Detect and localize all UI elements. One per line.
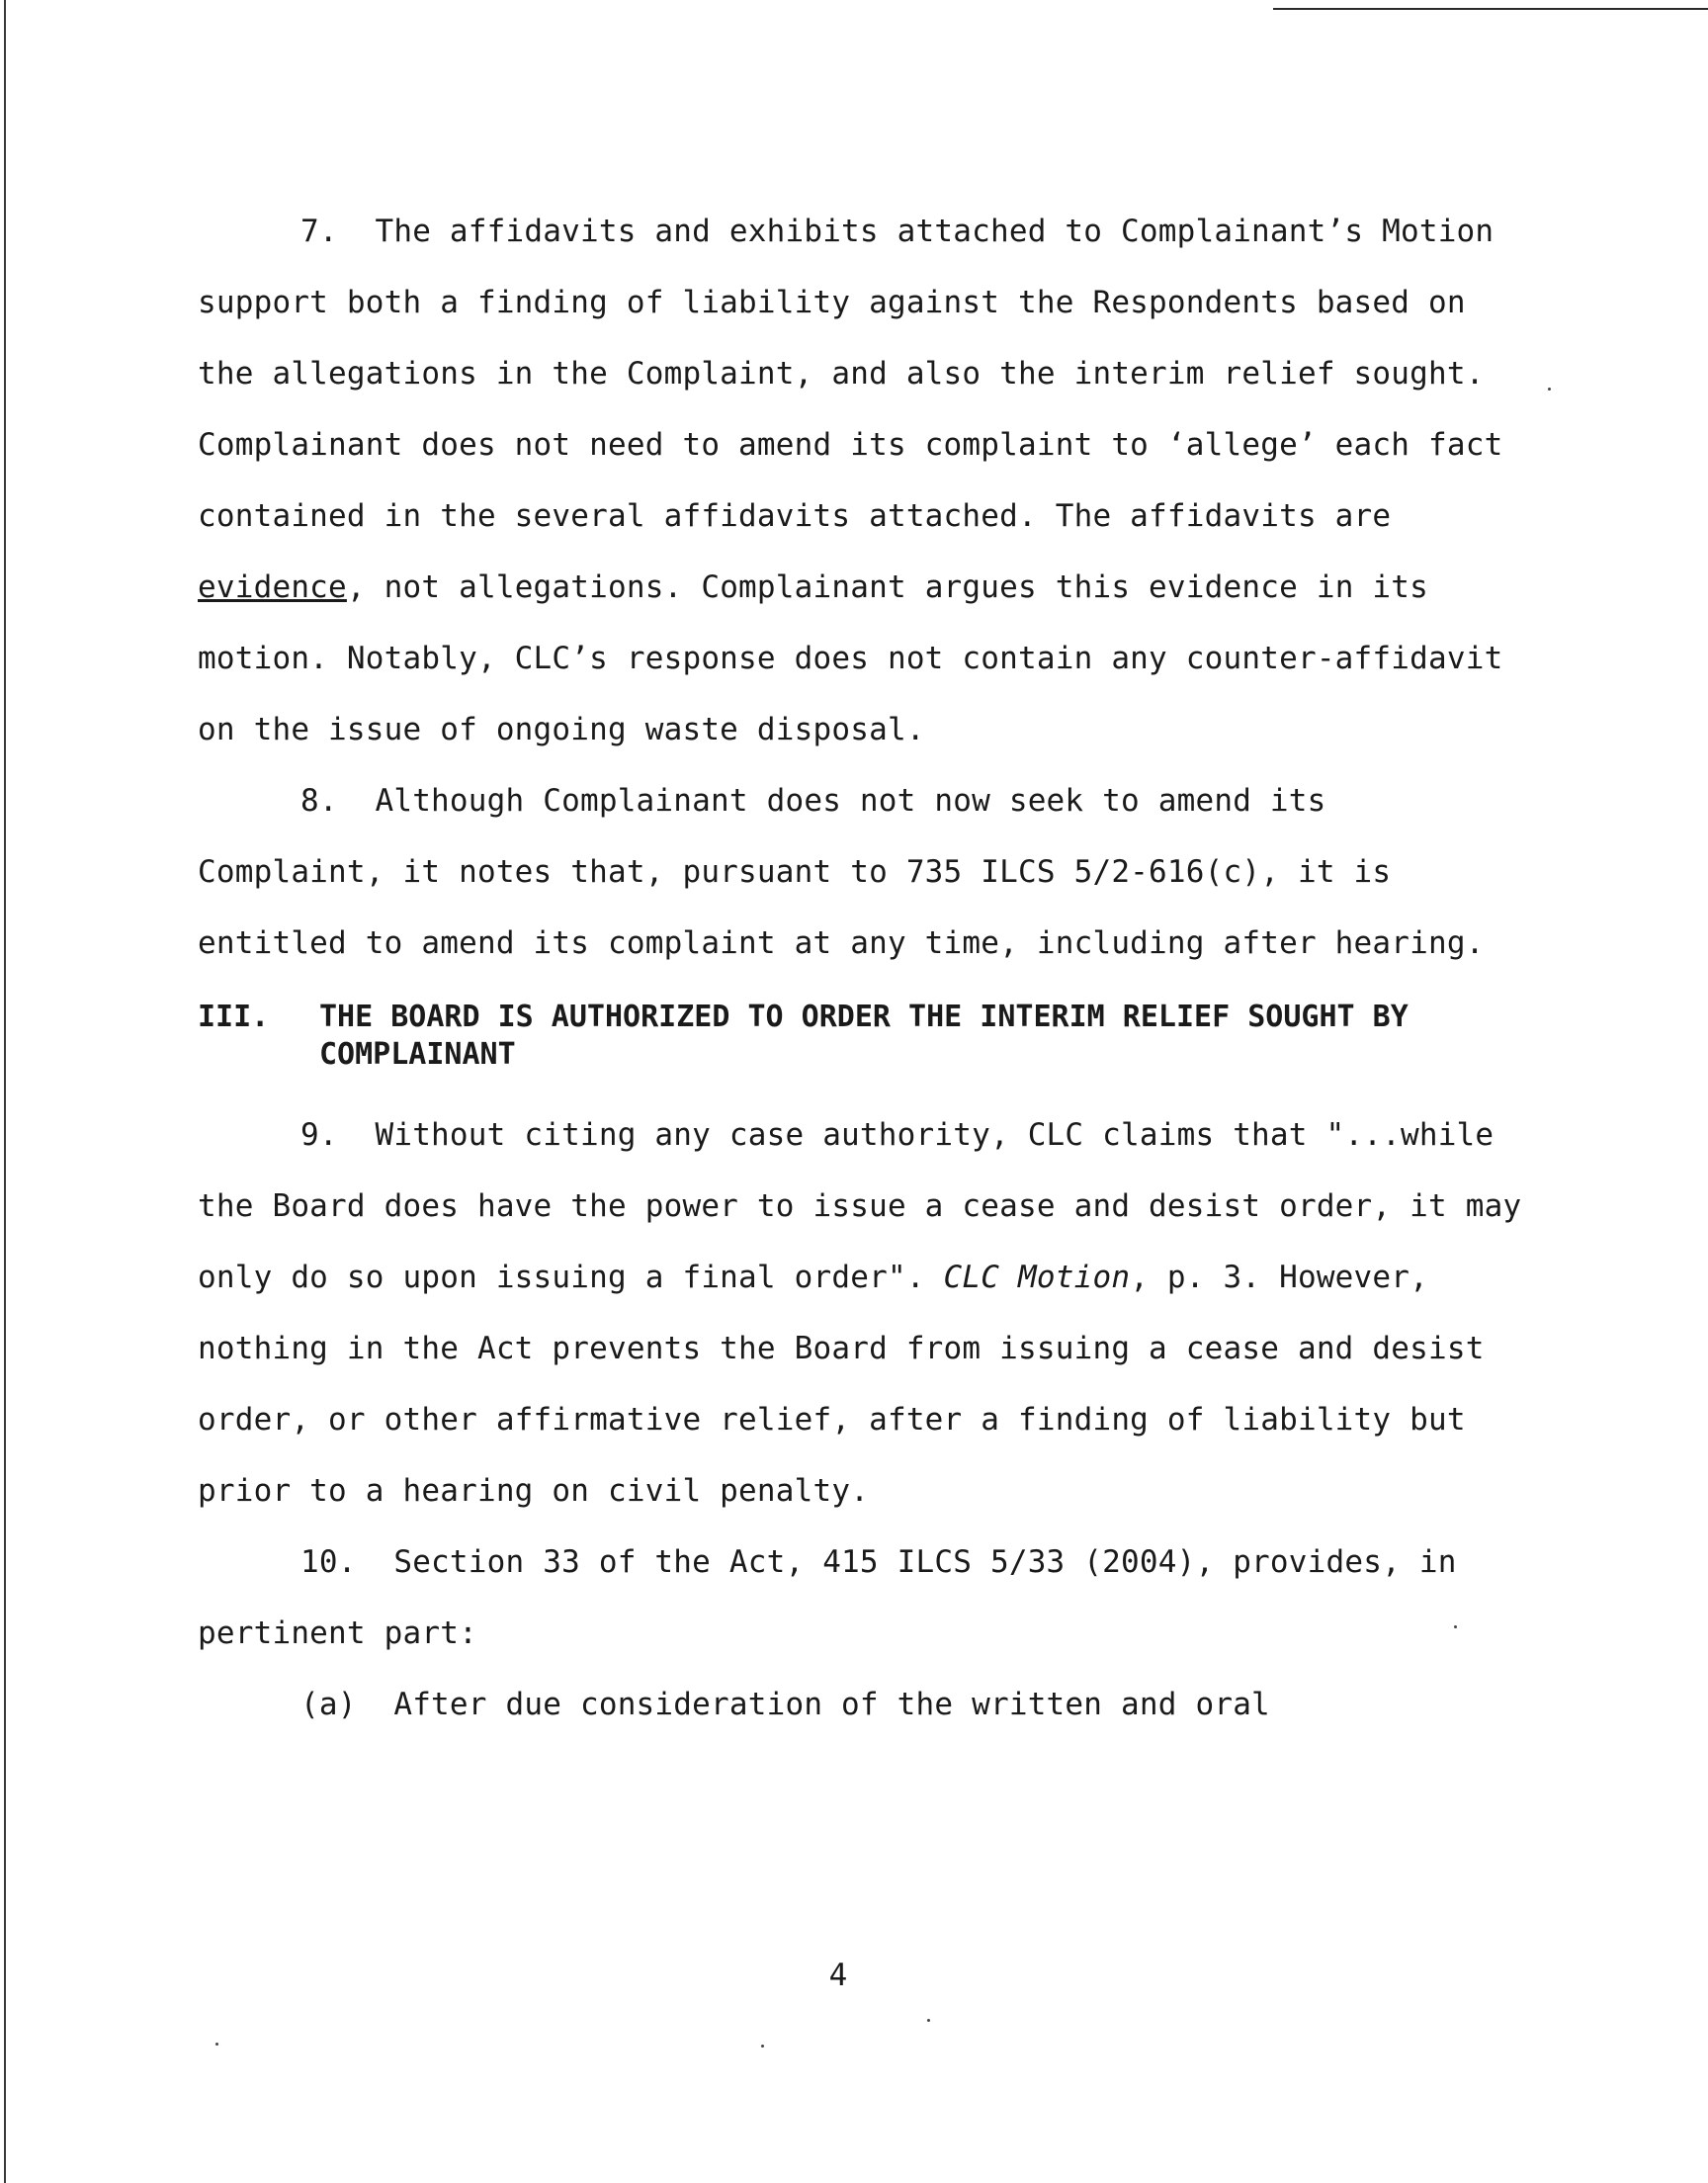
scan-speck bbox=[1454, 1625, 1457, 1628]
paragraph-10 bbox=[198, 1527, 1522, 1669]
section-heading-iii bbox=[198, 999, 1522, 1074]
subparagraph-a bbox=[198, 1669, 1522, 1740]
section-heading-number: III. bbox=[198, 1000, 270, 1034]
paragraph-7-text-start: The affidavits and exhibits attached to Complainant’s Motion support both a finding of liability against the Respondents based on the allegations in the Complaint, and also the interim relief sought. Complainant does not need to amend its complaint to ‘allege’ each fact contained in the several affidavits attached. The affidavits are bbox=[198, 214, 1503, 534]
paragraph-9-italic-citation: CLC Motion bbox=[943, 1260, 1131, 1295]
paragraph-8-text: Although Complainant does not now seek to amend its Complaint, it notes that, pursuant to 735 ILCS 5/2-616(c), it is entitled to amend its complaint at any time, including after hearing. bbox=[198, 783, 1485, 961]
subparagraph-a-number: (a) bbox=[300, 1687, 357, 1722]
subparagraph-a-text: After due consideration of the written and oral bbox=[393, 1687, 1270, 1722]
paragraph-7-text-end: , not allegations. Complainant argues this evidence in its motion. Notably, CLC’s response does not contain any counter-affidavit on the issue of ongoing waste disposal. bbox=[198, 569, 1503, 747]
paragraph-9-text-end: , p. 3. However, nothing in the Act prevents the Board from issuing a cease and desist order, or other affirmative relief, after a finding of liability but prior to a hearing on civil penalty. bbox=[198, 1260, 1485, 1509]
page-number: 4 bbox=[828, 1958, 848, 1993]
scan-speck bbox=[1548, 388, 1551, 391]
paragraph-9-number: 9. bbox=[300, 1117, 338, 1153]
scan-edge-top bbox=[1273, 8, 1708, 10]
section-heading-text: THE BOARD IS AUTHORIZED TO ORDER THE INTERIM RELIEF SOUGHT BY COMPLAINANT bbox=[319, 1000, 1409, 1072]
paragraph-10-number: 10. bbox=[300, 1544, 357, 1580]
document-page bbox=[198, 196, 1522, 1740]
scan-edge-left bbox=[4, 0, 6, 2183]
paragraph-7-underlined-word: evidence bbox=[198, 569, 347, 605]
paragraph-8-number: 8. bbox=[300, 783, 338, 819]
paragraph-8 bbox=[198, 765, 1522, 979]
scan-speck bbox=[215, 2043, 218, 2046]
paragraph-7 bbox=[198, 196, 1522, 765]
paragraph-9 bbox=[198, 1099, 1522, 1527]
paragraph-10-text: Section 33 of the Act, 415 ILCS 5/33 (2004), provides, in pertinent part: bbox=[198, 1544, 1457, 1651]
paragraph-9-text-start: Without citing any case authority, CLC claims that "...while the Board does have the power to issue a cease and desist order, it may only do so upon issuing a final order". bbox=[198, 1117, 1522, 1295]
scan-speck bbox=[761, 2045, 764, 2048]
scan-speck bbox=[927, 2019, 930, 2022]
paragraph-7-number: 7. bbox=[300, 214, 338, 249]
